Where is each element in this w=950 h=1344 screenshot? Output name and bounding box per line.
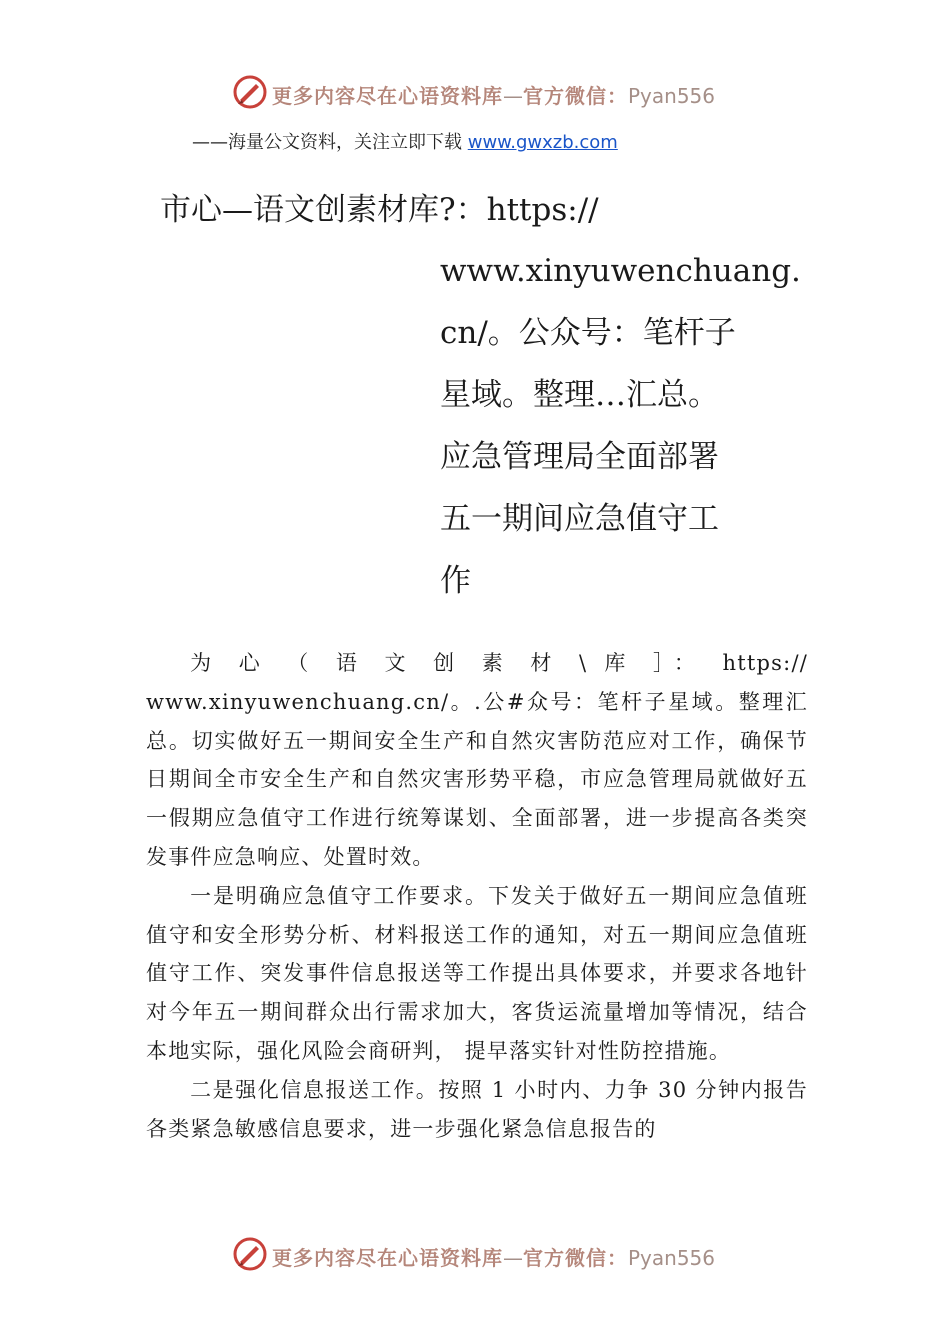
- title-line: 应急管理局全面部署: [440, 439, 719, 475]
- banner-dash: —: [503, 84, 523, 108]
- banner-brand: 更多内容尽在心语资料库: [272, 1246, 503, 1270]
- title-line: cn/。公众号：笔杆子: [440, 315, 736, 351]
- banner-wechat-label: 官方微信：: [523, 84, 628, 108]
- title-line: 星域。整理…汇总。: [440, 377, 719, 413]
- banner-wechat-label: 官方微信：: [523, 1246, 628, 1270]
- logo-icon: [232, 74, 268, 110]
- title-line-1: 市心—语文创素材库?：https://: [160, 192, 599, 228]
- banner-dash: —: [503, 1246, 523, 1270]
- title-line: 五一期间应急值守工: [440, 501, 719, 537]
- banner-text: [272, 80, 715, 109]
- banner-text: [272, 1242, 715, 1271]
- banner-wechat-id: Pyan556: [628, 1246, 716, 1270]
- title-line: www.xinyuwenchuang.: [440, 253, 801, 289]
- subline-prefix: ——海量公文资料，关注立即下载: [192, 132, 462, 153]
- banner-wechat-id: Pyan556: [628, 84, 716, 108]
- header-banner: [232, 72, 752, 112]
- logo-icon: [232, 1236, 268, 1272]
- document-body: [146, 644, 808, 1148]
- paragraph: 二是强化信息报送工作。按照 1 小时内、力争 30 分钟内报告各类紧急敏感信息要求，进一步强化紧急信息报告的: [146, 1077, 808, 1141]
- paragraph: 为 心 （ 语 文 创 素 材 \ 库 ］： https:// www.xinyuwenchuang.cn/。.公#众号：笔杆子星域。整理汇总。切实做好五一期间安全生产和自然灾害防范应对工作，确保节日期间全市安全生产和自然灾害形势平稳，市应急管理局就做好五一假期应急值守工作进行统筹谋划、全面部署，进一步提高各类突发事件应急响应、处置时效。: [146, 651, 808, 869]
- banner-brand: 更多内容尽在心语资料库: [272, 84, 503, 108]
- download-link[interactable]: www.gwxzb.com: [467, 132, 618, 153]
- download-subline: [192, 128, 618, 154]
- footer-banner: [232, 1234, 752, 1274]
- title-line: 作: [440, 563, 471, 599]
- document-title: [440, 240, 801, 612]
- paragraph: 一是明确应急值守工作要求。下发关于做好五一期间应急值班值守和安全形势分析、材料报送工作的通知，对五一期间应急值班值守工作、突发事件信息报送等工作提出具体要求，并要求各地针对今年五一期间群众出行需求加大，客货运流量增加等情况，结合本地实际，强化风险会商研判， 提早落实针对性防控措施。: [146, 883, 808, 1063]
